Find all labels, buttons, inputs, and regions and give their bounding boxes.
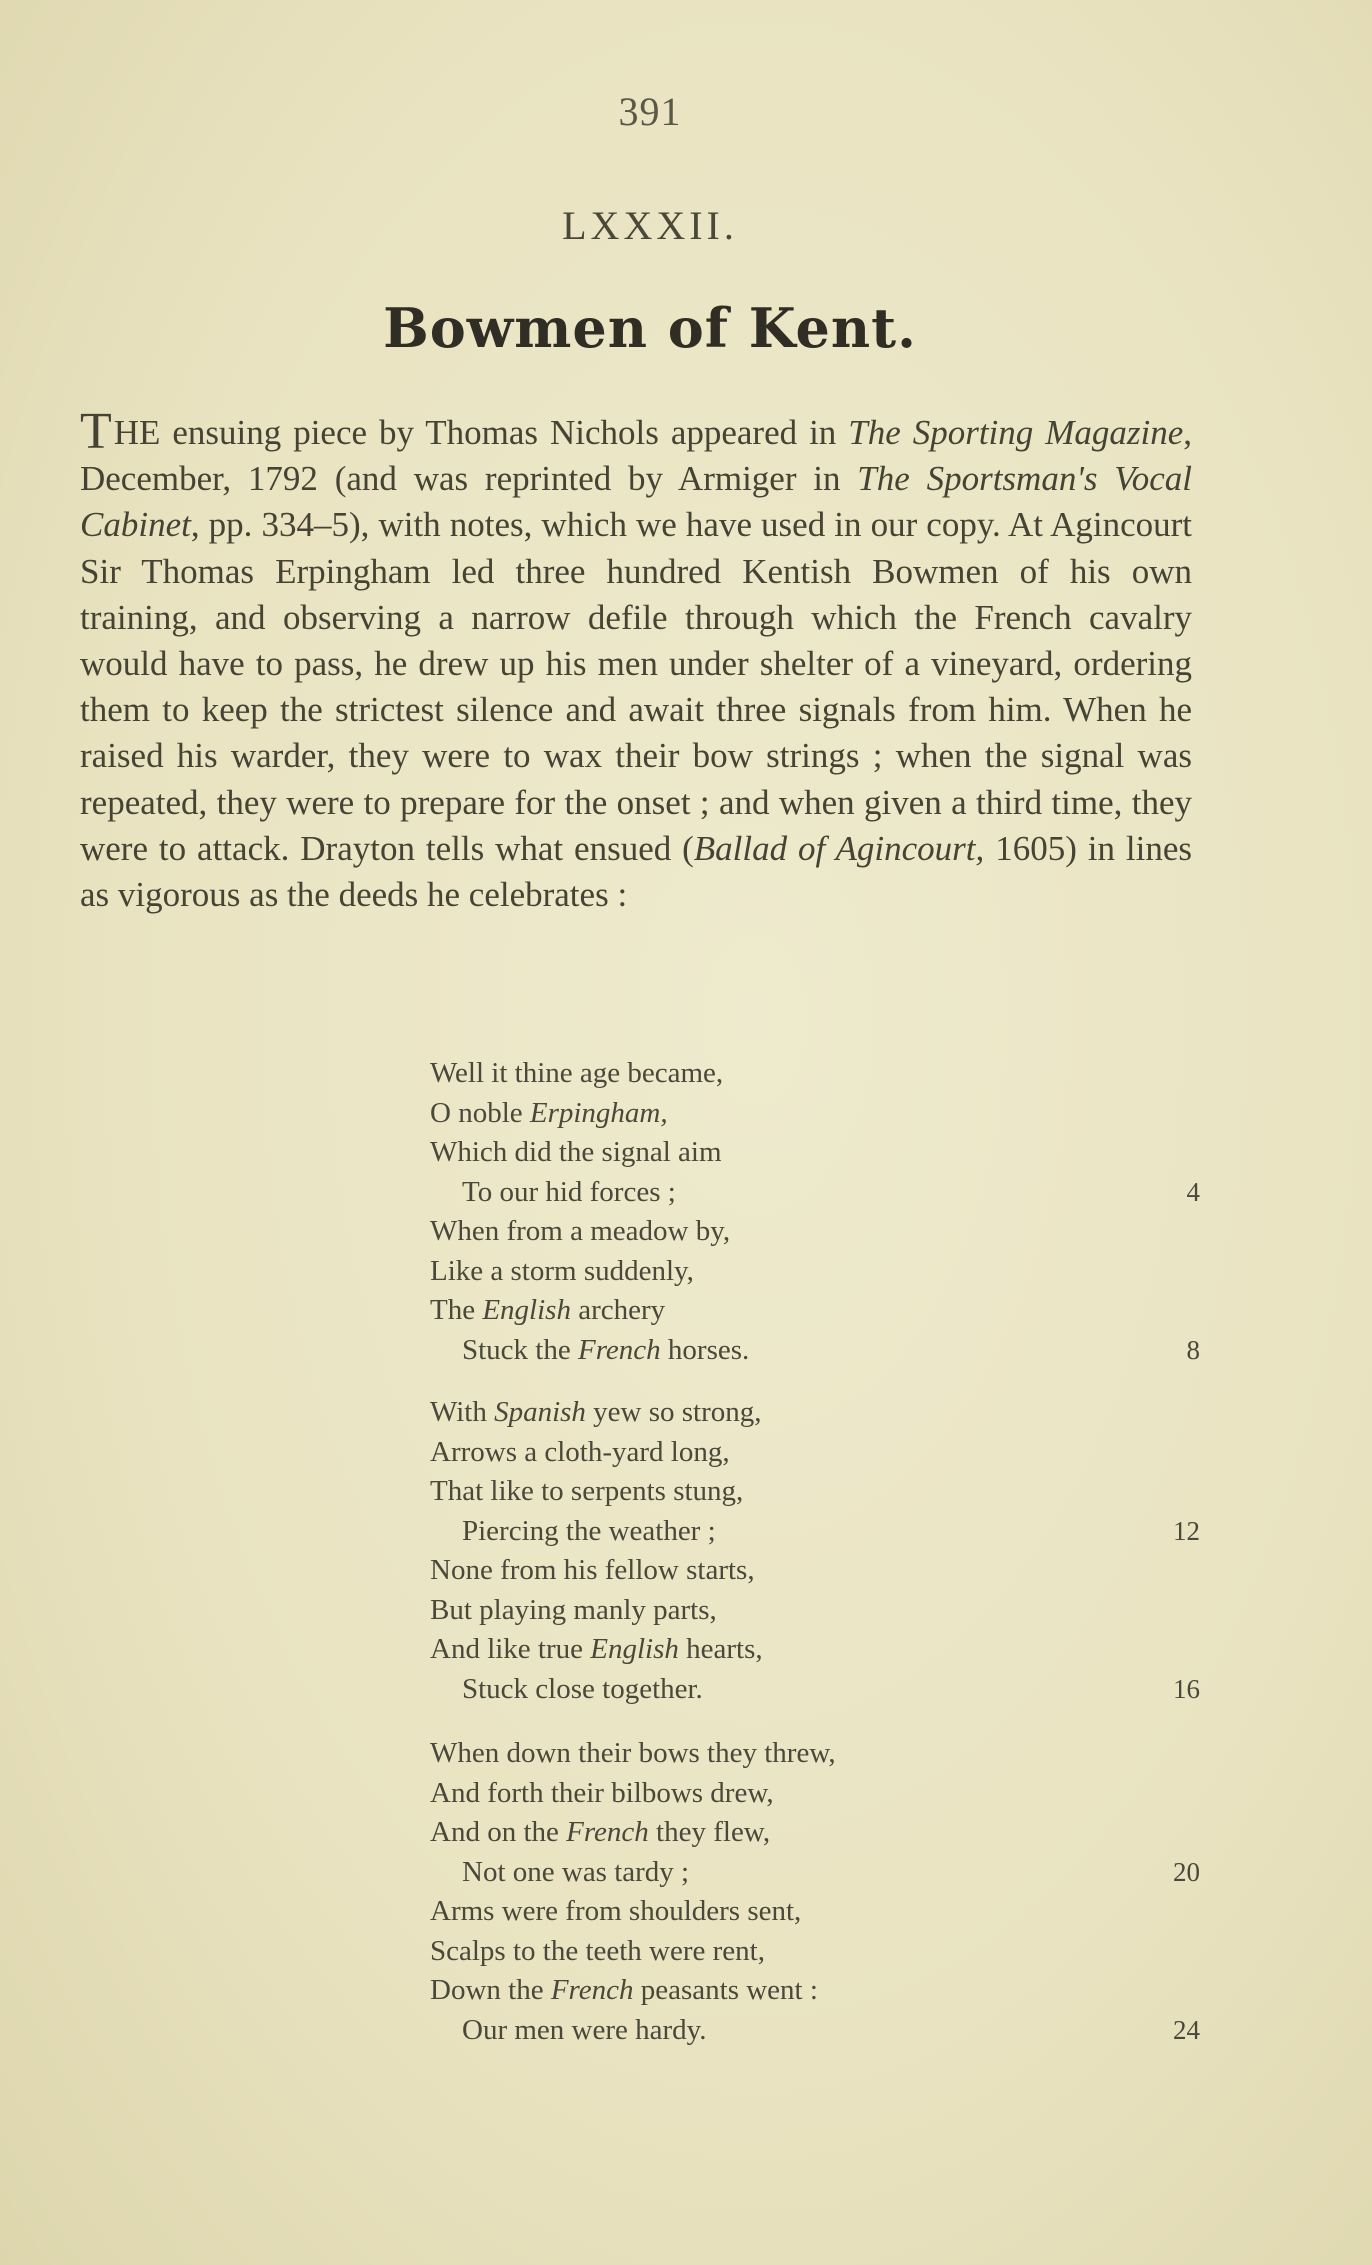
line-number: 8 [1186,1334,1200,1365]
line-italic: French [550,1974,634,2006]
poem-line [430,1472,1200,1512]
line-italic: English [482,1294,571,1326]
poem-stanza-1 [430,1054,1200,1370]
intro-text: , pp. 334–5), with notes, which we have used in our copy. At Agincourt Sir Thomas Erpingham led three hundred Kentish Bowmen of his own training, and observing a narrow defile through which the French cavalry would have to pass, he drew up his men under shelter of a vineyard, ordering them to keep the strictest silence and await three signals from him. When he raised his warder, they were to wax their bow strings ; when the signal was repeated, they were to prepare for the onset ; and when given a third time, they were to attack. Drayton tells what ensued ( [80,505,1192,868]
line-text: Our men were hardy. [462,2013,707,2046]
line-text: When down their bows they threw, [430,1737,836,1769]
line-text: None from his fellow starts, [430,1554,755,1586]
line-text: Piercing the weather ; [462,1514,716,1547]
line-text: Down the [430,1974,551,2006]
poem-line [430,1853,1200,1893]
line-text: But playing manly parts, [430,1593,717,1626]
poem-line [430,1591,1200,1631]
poem-line [430,1734,1200,1774]
line-text: hearts, [678,1633,763,1665]
poem-line [430,1630,1200,1670]
line-italic: English [590,1633,679,1665]
line-text: peasants went : [633,1974,818,2006]
line-number: 16 [1173,1673,1200,1704]
poem-line [430,1133,1200,1173]
line-text: Stuck close together. [462,1672,703,1705]
poem-line [430,1512,1200,1552]
line-text: archery [570,1294,666,1326]
poem-line [430,1212,1200,1252]
poem-line [430,1774,1200,1814]
intro-italic: The Sporting Magazine [848,413,1184,452]
line-number: 20 [1173,1856,1200,1887]
poem-line [430,1094,1200,1134]
poem-line [430,1331,1200,1371]
poem-line [430,1291,1200,1331]
poem-line [430,1393,1200,1433]
intro-text: HE ensuing piece by Thomas Nichols appeared in [113,413,849,452]
line-number: 4 [1186,1176,1200,1207]
poem-line [430,1551,1200,1591]
line-number: 24 [1173,2014,1200,2045]
chapter-numeral: LXXXII. [562,203,738,248]
line-text: And on the [430,1816,567,1848]
page-number: 391 [618,89,682,134]
line-text: And like true [430,1633,591,1665]
line-text: horses. [660,1333,750,1366]
poem-stanza-2 [430,1393,1200,1709]
line-text: That like to serpents stung, [430,1475,744,1507]
line-italic: French [578,1333,661,1366]
line-text: yew so strong, [585,1396,762,1428]
line-text: With [430,1396,495,1428]
poem-line [430,1670,1200,1710]
line-text: Arms were from shoulders sent, [430,1895,802,1927]
poem-line [430,1813,1200,1853]
line-text: And forth their bilbows drew, [430,1776,774,1809]
poem-line [430,2011,1200,2051]
poem-line [430,1932,1200,1972]
line-text: O noble [430,1096,530,1129]
poem-stanza-3 [430,1734,1200,2050]
introduction-paragraph [80,403,1193,918]
poem-line [430,1173,1200,1213]
line-italic: Erpingham, [529,1096,668,1129]
intro-text: , December, 1792 (and was reprinted by Armiger in [80,413,1193,499]
line-text: Which did the signal aim [430,1136,722,1168]
line-text: Well it thine age became, [430,1057,724,1089]
line-text: The [430,1294,483,1326]
poem-line [430,1252,1200,1292]
line-italic: French [566,1816,649,1848]
line-italic: Spanish [494,1396,586,1428]
line-text: Like a storm suddenly, [430,1254,694,1287]
line-text: they flew, [648,1816,771,1848]
poem-line [430,1433,1200,1473]
line-text: Arrows a cloth-yard long, [430,1435,730,1468]
poem-line [430,1054,1200,1094]
poem-line [430,1971,1200,2011]
drop-cap: T [80,403,112,460]
line-text: Stuck the [462,1333,578,1366]
poem-line [430,1892,1200,1932]
line-text: When from a meadow by, [430,1215,731,1247]
intro-italic: Ballad of Agincourt, [693,828,985,868]
line-text: To our hid forces ; [462,1175,676,1208]
page-title: Bowmen of Kent. [383,296,917,360]
intro-text: 1605) in lines as vigorous as the deeds he celebrates : [80,828,1192,915]
line-text: Scalps to the teeth were rent, [430,1934,765,1967]
line-number: 12 [1173,1515,1200,1546]
intro-italic: The Sportsman's Vocal Cabinet [80,459,1192,545]
line-text: Not one was tardy ; [462,1855,690,1888]
